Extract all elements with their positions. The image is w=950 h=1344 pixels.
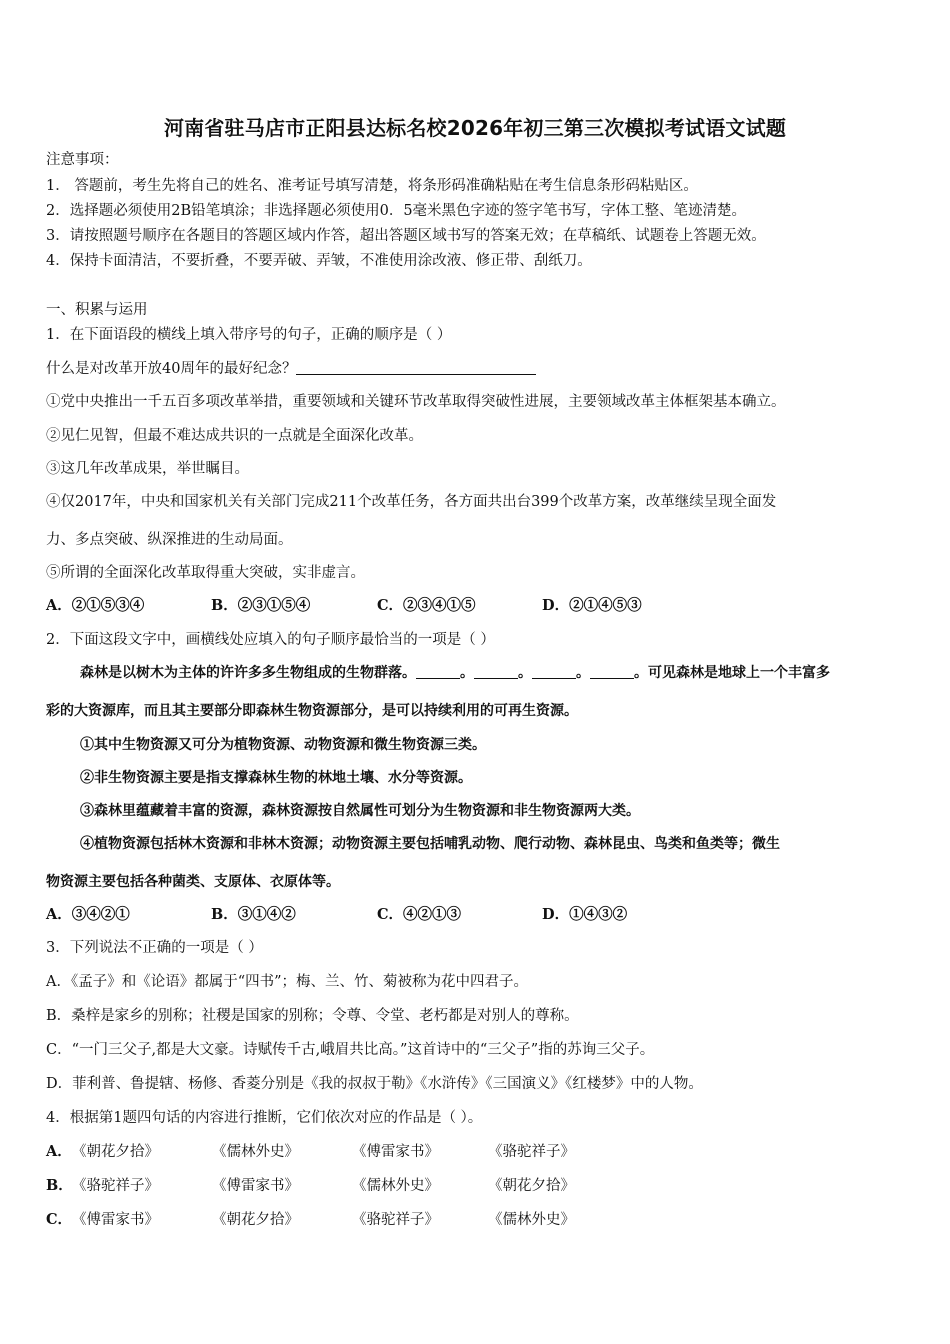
q1-question	[46, 359, 910, 379]
answer-blank	[296, 360, 536, 375]
q1-option-d[interactable]: D．②①④⑤③	[542, 597, 642, 614]
answer-blank	[590, 664, 634, 679]
option-label: A．	[46, 1143, 72, 1160]
q2-passage-line-1	[80, 663, 910, 683]
q3-option-d[interactable]: D．菲利普、鲁提辖、杨修、香菱分别是《我的叔叔于勒》《水浒传》《三国演义》《红楼梦》中的人物。	[46, 1076, 703, 1092]
notice-heading: 注意事项：	[46, 152, 119, 168]
q2-sentence-3: ③森林里蕴藏着丰富的资源，森林资源按自然属性可划分为生物资源和非生物资源两大类。	[80, 803, 640, 819]
work-title: 《骆驼祥子》	[488, 1144, 575, 1160]
answer-blank	[532, 664, 576, 679]
q3-stem: 3．下列说法不正确的一项是（ ）	[46, 940, 263, 956]
q2-option-d[interactable]: D．①④③②	[542, 906, 628, 923]
q3-option-b[interactable]: B．桑梓是家乡的别称；社稷是国家的别称；令尊、令堂、老朽都是对别人的尊称。	[46, 1008, 579, 1024]
work-title: 《傅雷家书》	[212, 1178, 299, 1194]
q2-options	[46, 905, 906, 925]
q2-sentence-1: ①其中生物资源又可分为植物资源、动物资源和微生物资源三类。	[80, 737, 486, 753]
q4-option-b[interactable]	[46, 1176, 906, 1196]
q1-sentence-4: ④仅2017年，中央和国家机关有关部门完成211个改革任务，各方面共出台399个改革方案，改革继续呈现全面发	[46, 494, 777, 510]
work-title: 《傅雷家书》	[72, 1212, 159, 1228]
work-title: 《儒林外史》	[488, 1212, 575, 1228]
q2-passage-line-2: 彩的大资源库，而且其主要部分即森林生物资源部分，是可以持续利用的可再生资源。	[46, 703, 578, 719]
work-title: 《朝花夕拾》	[488, 1178, 575, 1194]
q2-sentence-4-cont: 物资源主要包括各种菌类、支原体、衣原体等。	[46, 874, 340, 890]
option-label: B．	[46, 1177, 73, 1194]
separator: 。	[518, 665, 532, 681]
answer-blank	[416, 664, 460, 679]
q3-option-a[interactable]: A．《孟子》和《论语》都属于“四书”；梅、兰、竹、菊被称为花中四君子。	[46, 974, 529, 990]
separator: 。	[576, 665, 590, 681]
q4-option-c[interactable]	[46, 1210, 906, 1230]
work-title: 《傅雷家书》	[352, 1144, 439, 1160]
answer-blank	[474, 664, 518, 679]
page-title: 河南省驻马店市正阳县达标名校2026年初三第三次模拟考试语文试题	[163, 116, 787, 140]
q1-option-c[interactable]: C．②③④①⑤	[377, 597, 476, 614]
q1-sentence-2: ②见仁见智，但最不难达成共识的一点就是全面深化改革。	[46, 428, 423, 444]
q2-passage-text-end: 。可见森林是地球上一个丰富多	[634, 665, 830, 681]
q2-option-b[interactable]: B．③①④②	[211, 906, 296, 923]
q2-passage-text: 森林是以树木为主体的许许多多生物组成的生物群落。	[80, 665, 416, 681]
notice-item: 1． 答题前，考生先将自己的姓名、准考证号填写清楚，将条形码准确粘贴在考生信息条形码粘贴区。	[46, 178, 698, 194]
q1-option-b[interactable]: B．②③①⑤④	[211, 597, 311, 614]
q1-option-a[interactable]: A．②①⑤③④	[46, 597, 145, 614]
q4-option-a[interactable]	[46, 1142, 906, 1162]
notice-item: 4．保持卡面清洁，不要折叠，不要弄破、弄皱，不准使用涂改液、修正带、刮纸刀。	[46, 253, 592, 269]
q1-sentence-1: ①党中央推出一千五百多项改革举措，重要领域和关键环节改革取得突破性进展，主要领域改革主体框架基本确立。	[46, 394, 786, 410]
notice-item: 3．请按照题号顺序在各题目的答题区域内作答，超出答题区域书写的答案无效；在草稿纸、试题卷上答题无效。	[46, 228, 766, 244]
work-title: 《朝花夕拾》	[72, 1144, 159, 1160]
q1-options	[46, 596, 906, 616]
q2-stem: 2．下面这段文字中，画横线处应填入的句子顺序最恰当的一项是（ ）	[46, 632, 495, 648]
work-title: 《骆驼祥子》	[352, 1212, 439, 1228]
section-heading: 一、积累与运用	[46, 302, 148, 318]
q1-sentence-3: ③这几年改革成果，举世瞩目。	[46, 461, 249, 477]
q1-stem: 1．在下面语段的横线上填入带序号的句子，正确的顺序是（ ）	[46, 327, 452, 343]
q3-option-c[interactable]: C．“一门三父子,都是大文豪。诗赋传千古,峨眉共比高。”这首诗中的“三父子”指的苏询三父子。	[46, 1042, 655, 1058]
q1-sentence-4-cont: 力、多点突破、纵深推进的生动局面。	[46, 532, 293, 548]
q1-sentence-5: ⑤所谓的全面深化改革取得重大突破，实非虚言。	[46, 565, 365, 581]
work-title: 《朝花夕拾》	[212, 1212, 299, 1228]
separator: 。	[460, 665, 474, 681]
work-title: 《骆驼祥子》	[72, 1178, 159, 1194]
option-label: C．	[46, 1211, 73, 1228]
q2-sentence-4: ④植物资源包括林木资源和非林木资源；动物资源主要包括哺乳动物、爬行动物、森林昆虫、鸟类和鱼类等；微生	[80, 836, 780, 852]
q4-stem: 4．根据第1题四句话的内容进行推断，它们依次对应的作品是（ ）。	[46, 1110, 483, 1126]
q2-sentence-2: ②非生物资源主要是指支撑森林生物的林地土壤、水分等资源。	[80, 770, 472, 786]
q2-option-a[interactable]: A．③④②①	[46, 906, 130, 923]
notice-item: 2．选择题必须使用2B铅笔填涂；非选择题必须使用0．5毫米黑色字迹的签字笔书写，字体工整、笔迹清楚。	[46, 203, 747, 219]
work-title: 《儒林外史》	[212, 1144, 299, 1160]
work-title: 《儒林外史》	[352, 1178, 439, 1194]
q2-option-c[interactable]: C．④②①③	[377, 906, 462, 923]
q1-question-text: 什么是对改革开放40周年的最好纪念？	[46, 361, 297, 377]
